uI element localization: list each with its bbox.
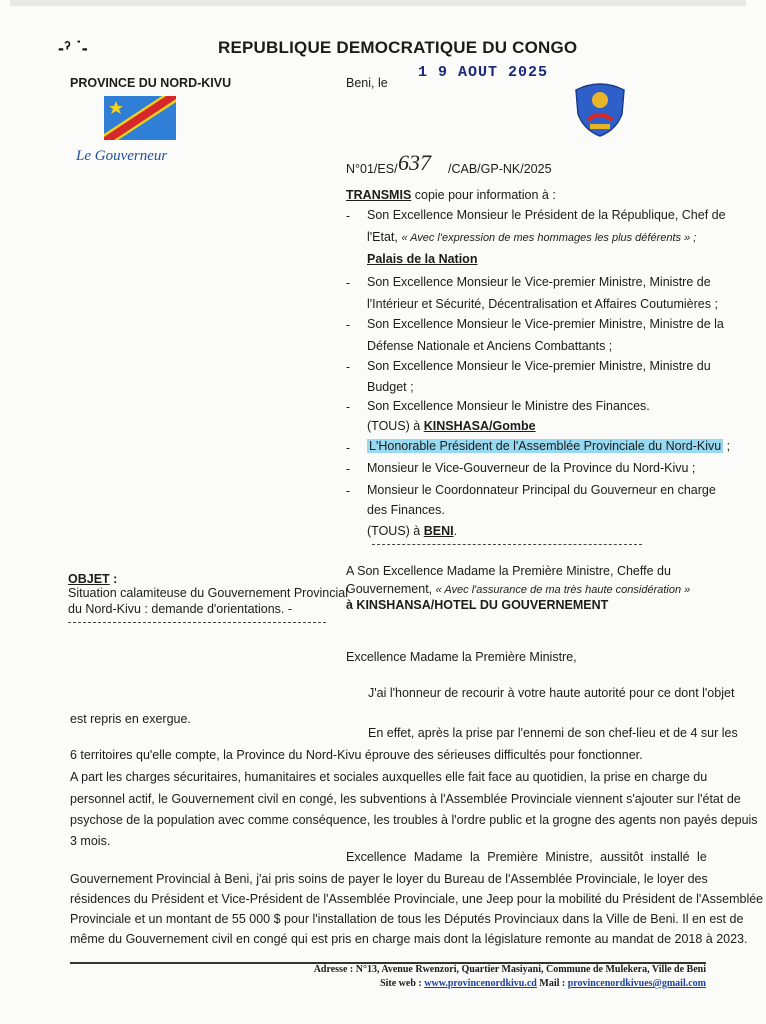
paragraph3-line3: psychose de la population avec comme conséquence, les troubles à l'ordre public et la grogne des agents non payés depuis <box>70 813 758 827</box>
tous-beni <box>367 524 457 538</box>
drc-flag-icon <box>104 96 176 140</box>
paragraph4-line3: résidences du Président et Vice-Président de l'Assemblée Provinciale, une Jeep pour la mobilité du Président de l'Assemblée <box>70 892 764 906</box>
salutation: Excellence Madame la Première Ministre, <box>346 650 577 664</box>
footer-address: Adresse : N°13, Avenue Rwenzori, Quartier Masiyani, Commune de Mulekera, Ville de Beni <box>313 964 706 975</box>
recipient-interior-line1: Son Excellence Monsieur le Vice-premier Ministre, Ministre de <box>367 275 711 289</box>
addressee-courtesy: « Avec l'assurance de ma très haute considération » <box>435 584 691 596</box>
recipient-defense-line1: Son Excellence Monsieur le Vice-premier Ministre, Ministre de la <box>367 317 724 331</box>
email-link[interactable]: provincenordkivues@gmail.com <box>567 978 706 989</box>
transmis-rest: copie pour information à : <box>411 188 556 202</box>
drc-coat-of-arms-icon <box>570 80 630 138</box>
addressee-line2 <box>346 582 690 596</box>
bullet-dash: - <box>346 441 351 455</box>
highlighted-recipient: L'Honorable Président de l'Assemblée Provinciale du Nord-Kivu <box>369 439 722 453</box>
objet-label: OBJET <box>68 572 110 586</box>
bullet-dash: - <box>346 276 351 290</box>
transmis-separator <box>372 544 642 545</box>
tous-beni-end: . <box>453 524 458 538</box>
footer-contact <box>380 978 706 989</box>
paragraph2-line1: En effet, après la prise par l'ennemi de son chef-lieu et de 4 sur les <box>368 726 738 740</box>
objet-heading <box>68 572 117 586</box>
reference-prefix: N°01/ES/ <box>346 162 398 176</box>
recipient-coordonnateur-line1: Monsieur le Coordonnateur Principal du Gouverneur en charge <box>367 483 716 497</box>
bullet-dash: - <box>346 318 351 332</box>
tous-kinshasa <box>367 419 536 433</box>
recipient-assemblee-end: ; <box>723 439 731 453</box>
objet-line1: Situation calamiteuse du Gouvernement Provincial <box>68 586 349 600</box>
paragraph1-line1: J'ai l'honneur de recourir à votre haute autorité pour ce dont l'objet <box>368 686 735 700</box>
paragraph3-line4: 3 mois. <box>70 834 111 848</box>
paragraph4-line4: Provinciale et un montant de 55 000 $ pour l'installation de tous les Députés Provinciaux dans la Ville de Beni. Il en est de <box>70 912 744 926</box>
reference-number-handwritten: 637 <box>398 150 431 175</box>
website-link[interactable]: www.provincenordkivu.cd <box>424 978 537 989</box>
tous-kinshasa-place: KINSHASA/Gombe <box>423 419 536 433</box>
recipient-defense-line2: Défense Nationale et Anciens Combattants ; <box>367 339 613 353</box>
tous-kinshasa-pre: (TOUS) à <box>367 419 424 433</box>
place-label: Beni, le <box>346 76 388 90</box>
tous-beni-place: BENI <box>423 524 454 538</box>
recipient-coordonnateur-line2: des Finances. <box>367 503 445 517</box>
objet-colon: : <box>109 572 118 586</box>
paragraph1-line2: est repris en exergue. <box>70 712 191 726</box>
addressee-gouvernement: Gouvernement, <box>346 582 436 596</box>
objet-line2: du Nord-Kivu : demande d'orientations. - <box>68 602 293 616</box>
recipient-president-line1: Son Excellence Monsieur le Président de la République, Chef de <box>367 208 726 222</box>
bullet-dash: - <box>346 484 351 498</box>
paragraph2-line2: 6 territoires qu'elle compte, la Province du Nord-Kivu éprouve des sérieuses difficultés pour fonctionner. <box>70 748 643 762</box>
paragraph4-line5: même du Gouvernement civil en congé qui est pris en charge mais dont la législature remonte au mandat de 2018 à 2023. <box>70 932 748 946</box>
paragraph3-line1: A part les charges sécuritaires, humanitaires et sociales auxquelles elle fait face au quotidien, la prise en charge du <box>70 770 708 784</box>
handwritten-scribble: -ˀ ˙- <box>58 38 88 58</box>
paragraph3-line2: personnel actif, le Gouvernement civil en congé, les subventions à l'Assemblée Provinciale viennent s'ajouter sur l'état de <box>70 792 741 806</box>
reference-suffix: /CAB/GP-NK/2025 <box>448 162 552 176</box>
governor-title: Le Gouverneur <box>76 148 168 164</box>
bullet-dash: - <box>346 360 351 374</box>
transmis-label: TRANSMIS <box>346 188 412 202</box>
bullet-dash: - <box>346 462 351 476</box>
recipient-vice-gouverneur: Monsieur le Vice-Gouverneur de la Province du Nord-Kivu ; <box>367 461 696 475</box>
paragraph4-line2: Gouvernement Provincial à Beni, j'ai pris soins de payer le loyer du Bureau de l'Assemblée Provinciale, le loyer des <box>70 872 708 886</box>
recipient-budget-line1: Son Excellence Monsieur le Vice-premier Ministre, Ministre du <box>367 359 711 373</box>
page-top-edge <box>10 0 746 6</box>
web-label: Site web : <box>380 978 425 989</box>
mail-label: Mail : <box>536 978 568 989</box>
bullet-dash: - <box>346 400 351 414</box>
recipient-president-courtesy: « Avec l'expression de mes hommages les plus déférents » ; <box>401 232 697 244</box>
palais-de-la-nation: Palais de la Nation <box>367 252 478 266</box>
addressee-place: à KINSHANSA/HOTEL DU GOUVERNEMENT <box>346 598 609 612</box>
province-name: PROVINCE DU NORD-KIVU <box>70 76 232 90</box>
recipient-finances: Son Excellence Monsieur le Ministre des Finances. <box>367 399 650 413</box>
recipient-budget-line2: Budget ; <box>367 380 414 394</box>
tous-beni-pre: (TOUS) à <box>367 524 424 538</box>
date-stamp: 1 9 AOUT 2025 <box>418 64 549 81</box>
recipient-president-line2 <box>367 230 696 244</box>
recipient-assemblee <box>367 439 730 453</box>
objet-separator <box>68 622 326 623</box>
transmis-heading <box>346 188 556 202</box>
recipient-interior-line2: l'Intérieur et Sécurité, Décentralisation et Affaires Coutumières ; <box>367 297 718 311</box>
paragraph4-line1: Excellence Madame la Première Ministre, aussitôt installé le <box>346 850 707 864</box>
republic-title: REPUBLIQUE DEMOCRATIQUE DU CONGO <box>218 38 578 57</box>
recipient-president-etat: l'Etat, <box>367 230 402 244</box>
addressee-line1: A Son Excellence Madame la Première Ministre, Cheffe du <box>346 564 671 578</box>
bullet-dash: - <box>346 209 351 223</box>
